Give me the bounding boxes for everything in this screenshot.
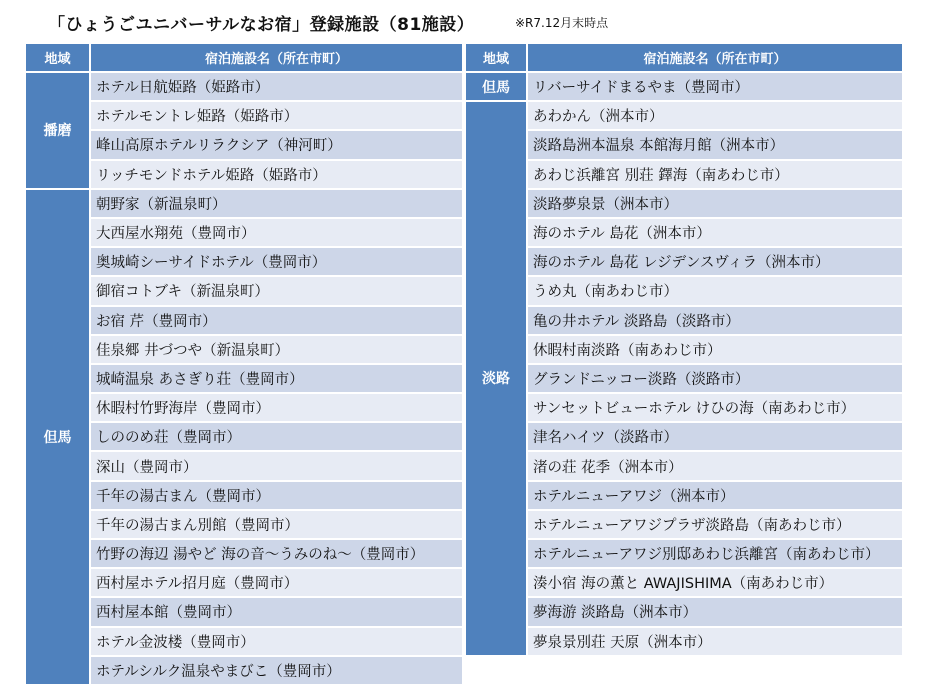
- table-row: [26, 336, 464, 365]
- table-row: [26, 219, 464, 248]
- header-region: 地域: [26, 44, 91, 73]
- header-region: 地域: [466, 44, 528, 73]
- table-row: [26, 511, 464, 540]
- table-row: [466, 511, 904, 540]
- facility-name-cell: ホテルニューアワジ別邸あわじ浜離宮（南あわじ市）: [528, 540, 904, 569]
- table-row: [466, 482, 904, 511]
- table-row: [466, 102, 904, 131]
- table-row: [466, 219, 904, 248]
- facility-name-cell: うめ丸（南あわじ市）: [528, 277, 904, 306]
- table-row: [466, 131, 904, 160]
- facility-name-cell: しののめ荘（豊岡市）: [91, 423, 464, 452]
- table-row: [466, 277, 904, 306]
- header-facility: 宿泊施設名（所在市町）: [91, 44, 464, 73]
- table-row: [26, 394, 464, 423]
- facility-name-cell: 津名ハイツ（淡路市）: [528, 423, 904, 452]
- facility-name-cell: 朝野家（新温泉町）: [91, 190, 464, 219]
- table-row: [26, 161, 464, 190]
- facility-name-cell: 夢海游 淡路島（洲本市）: [528, 598, 904, 627]
- table-row: [26, 248, 464, 277]
- facility-name-cell: グランドニッコー淡路（淡路市）: [528, 365, 904, 394]
- facility-name-cell: リッチモンドホテル姫路（姫路市）: [91, 161, 464, 190]
- facility-name-cell: 西村屋ホテル招月庭（豊岡市）: [91, 569, 464, 598]
- facility-name-cell: 奥城崎シーサイドホテル（豊岡市）: [91, 248, 464, 277]
- facility-name-cell: 海のホテル 島花 レジデンスヴィラ（洲本市）: [528, 248, 904, 277]
- facility-name-cell: ホテル金波楼（豊岡市）: [91, 628, 464, 657]
- facility-name-cell: 淡路島洲本温泉 本館海月館（洲本市）: [528, 131, 904, 160]
- table-row: [466, 628, 904, 657]
- facility-name-cell: 湊小宿 海の薫と AWAJISHIMA（南あわじ市）: [528, 569, 904, 598]
- table-row: [26, 569, 464, 598]
- facility-name-cell: 千年の湯古まん別館（豊岡市）: [91, 511, 464, 540]
- table-body-right: [466, 73, 904, 657]
- as-of-note: ※R7.12月末時点: [515, 16, 609, 30]
- table-row: [26, 657, 464, 686]
- facility-name-cell: ホテルニューアワジプラザ淡路島（南あわじ市）: [528, 511, 904, 540]
- table-row: [466, 598, 904, 627]
- facility-name-cell: ホテル日航姫路（姫路市）: [91, 73, 464, 102]
- facility-name-cell: 夢泉景別荘 天原（洲本市）: [528, 628, 904, 657]
- table-row: [466, 336, 904, 365]
- facility-name-cell: 西村屋本館（豊岡市）: [91, 598, 464, 627]
- table-row: [26, 307, 464, 336]
- table-row: [26, 598, 464, 627]
- table-row: [26, 277, 464, 306]
- table-row: [466, 161, 904, 190]
- table-body-left: [26, 73, 464, 686]
- table-row: [26, 423, 464, 452]
- table-row: [466, 248, 904, 277]
- table-row: [466, 540, 904, 569]
- table-row: [26, 190, 464, 219]
- facility-name-cell: 淡路夢泉景（洲本市）: [528, 190, 904, 219]
- facility-name-cell: 御宿コトブキ（新温泉町）: [91, 277, 464, 306]
- header-facility: 宿泊施設名（所在市町）: [528, 44, 904, 73]
- facility-name-cell: あわかん（洲本市）: [528, 102, 904, 131]
- facility-name-cell: 深山（豊岡市）: [91, 452, 464, 481]
- region-cell: 淡路: [466, 102, 528, 657]
- region-cell: 但馬: [466, 73, 528, 102]
- facility-name-cell: ホテルニューアワジ（洲本市）: [528, 482, 904, 511]
- table-header-row: [466, 44, 904, 73]
- facility-name-cell: 城崎温泉 あさぎり荘（豊岡市）: [91, 365, 464, 394]
- table-row: [26, 131, 464, 160]
- facility-name-cell: 大西屋水翔苑（豊岡市）: [91, 219, 464, 248]
- table-row: [26, 102, 464, 131]
- table-row: [26, 73, 464, 102]
- table-row: [466, 307, 904, 336]
- table-row: [26, 365, 464, 394]
- facility-name-cell: 亀の井ホテル 淡路島（淡路市）: [528, 307, 904, 336]
- table-row: [26, 482, 464, 511]
- table-row: [466, 569, 904, 598]
- table-row: [26, 452, 464, 481]
- facility-table-right: [466, 44, 904, 657]
- table-row: [466, 73, 904, 102]
- table-row: [466, 365, 904, 394]
- region-cell: 但馬: [26, 190, 91, 686]
- facility-name-cell: 海のホテル 島花（洲本市）: [528, 219, 904, 248]
- facility-name-cell: 佳泉郷 井づつや（新温泉町）: [91, 336, 464, 365]
- facility-name-cell: サンセットビューホテル けひの海（南あわじ市）: [528, 394, 904, 423]
- facility-name-cell: 渚の荘 花季（洲本市）: [528, 452, 904, 481]
- table-row: [466, 452, 904, 481]
- facility-name-cell: あわじ浜離宮 別荘 鐸海（南あわじ市）: [528, 161, 904, 190]
- facility-name-cell: 休暇村南淡路（南あわじ市）: [528, 336, 904, 365]
- facility-name-cell: 千年の湯古まん（豊岡市）: [91, 482, 464, 511]
- table-row: [26, 628, 464, 657]
- facility-table-left: [26, 44, 464, 686]
- facility-name-cell: 竹野の海辺 湯やど 海の音～うみのね～（豊岡市）: [91, 540, 464, 569]
- region-cell: 播磨: [26, 73, 91, 190]
- table-row: [466, 394, 904, 423]
- table-row: [26, 540, 464, 569]
- facility-name-cell: お宿 芹（豊岡市）: [91, 307, 464, 336]
- facility-name-cell: 休暇村竹野海岸（豊岡市）: [91, 394, 464, 423]
- facility-name-cell: ホテルシルク温泉やまびこ（豊岡市）: [91, 657, 464, 686]
- facility-name-cell: ホテルモントレ姫路（姫路市）: [91, 102, 464, 131]
- page-title: 「ひょうごユニバーサルなお宿」登録施設（81施設）: [48, 15, 475, 35]
- facility-name-cell: 峰山高原ホテルリラクシア（神河町）: [91, 131, 464, 160]
- facility-name-cell: リバーサイドまるやま（豊岡市）: [528, 73, 904, 102]
- table-header-row: [26, 44, 464, 73]
- table-row: [466, 190, 904, 219]
- table-row: [466, 423, 904, 452]
